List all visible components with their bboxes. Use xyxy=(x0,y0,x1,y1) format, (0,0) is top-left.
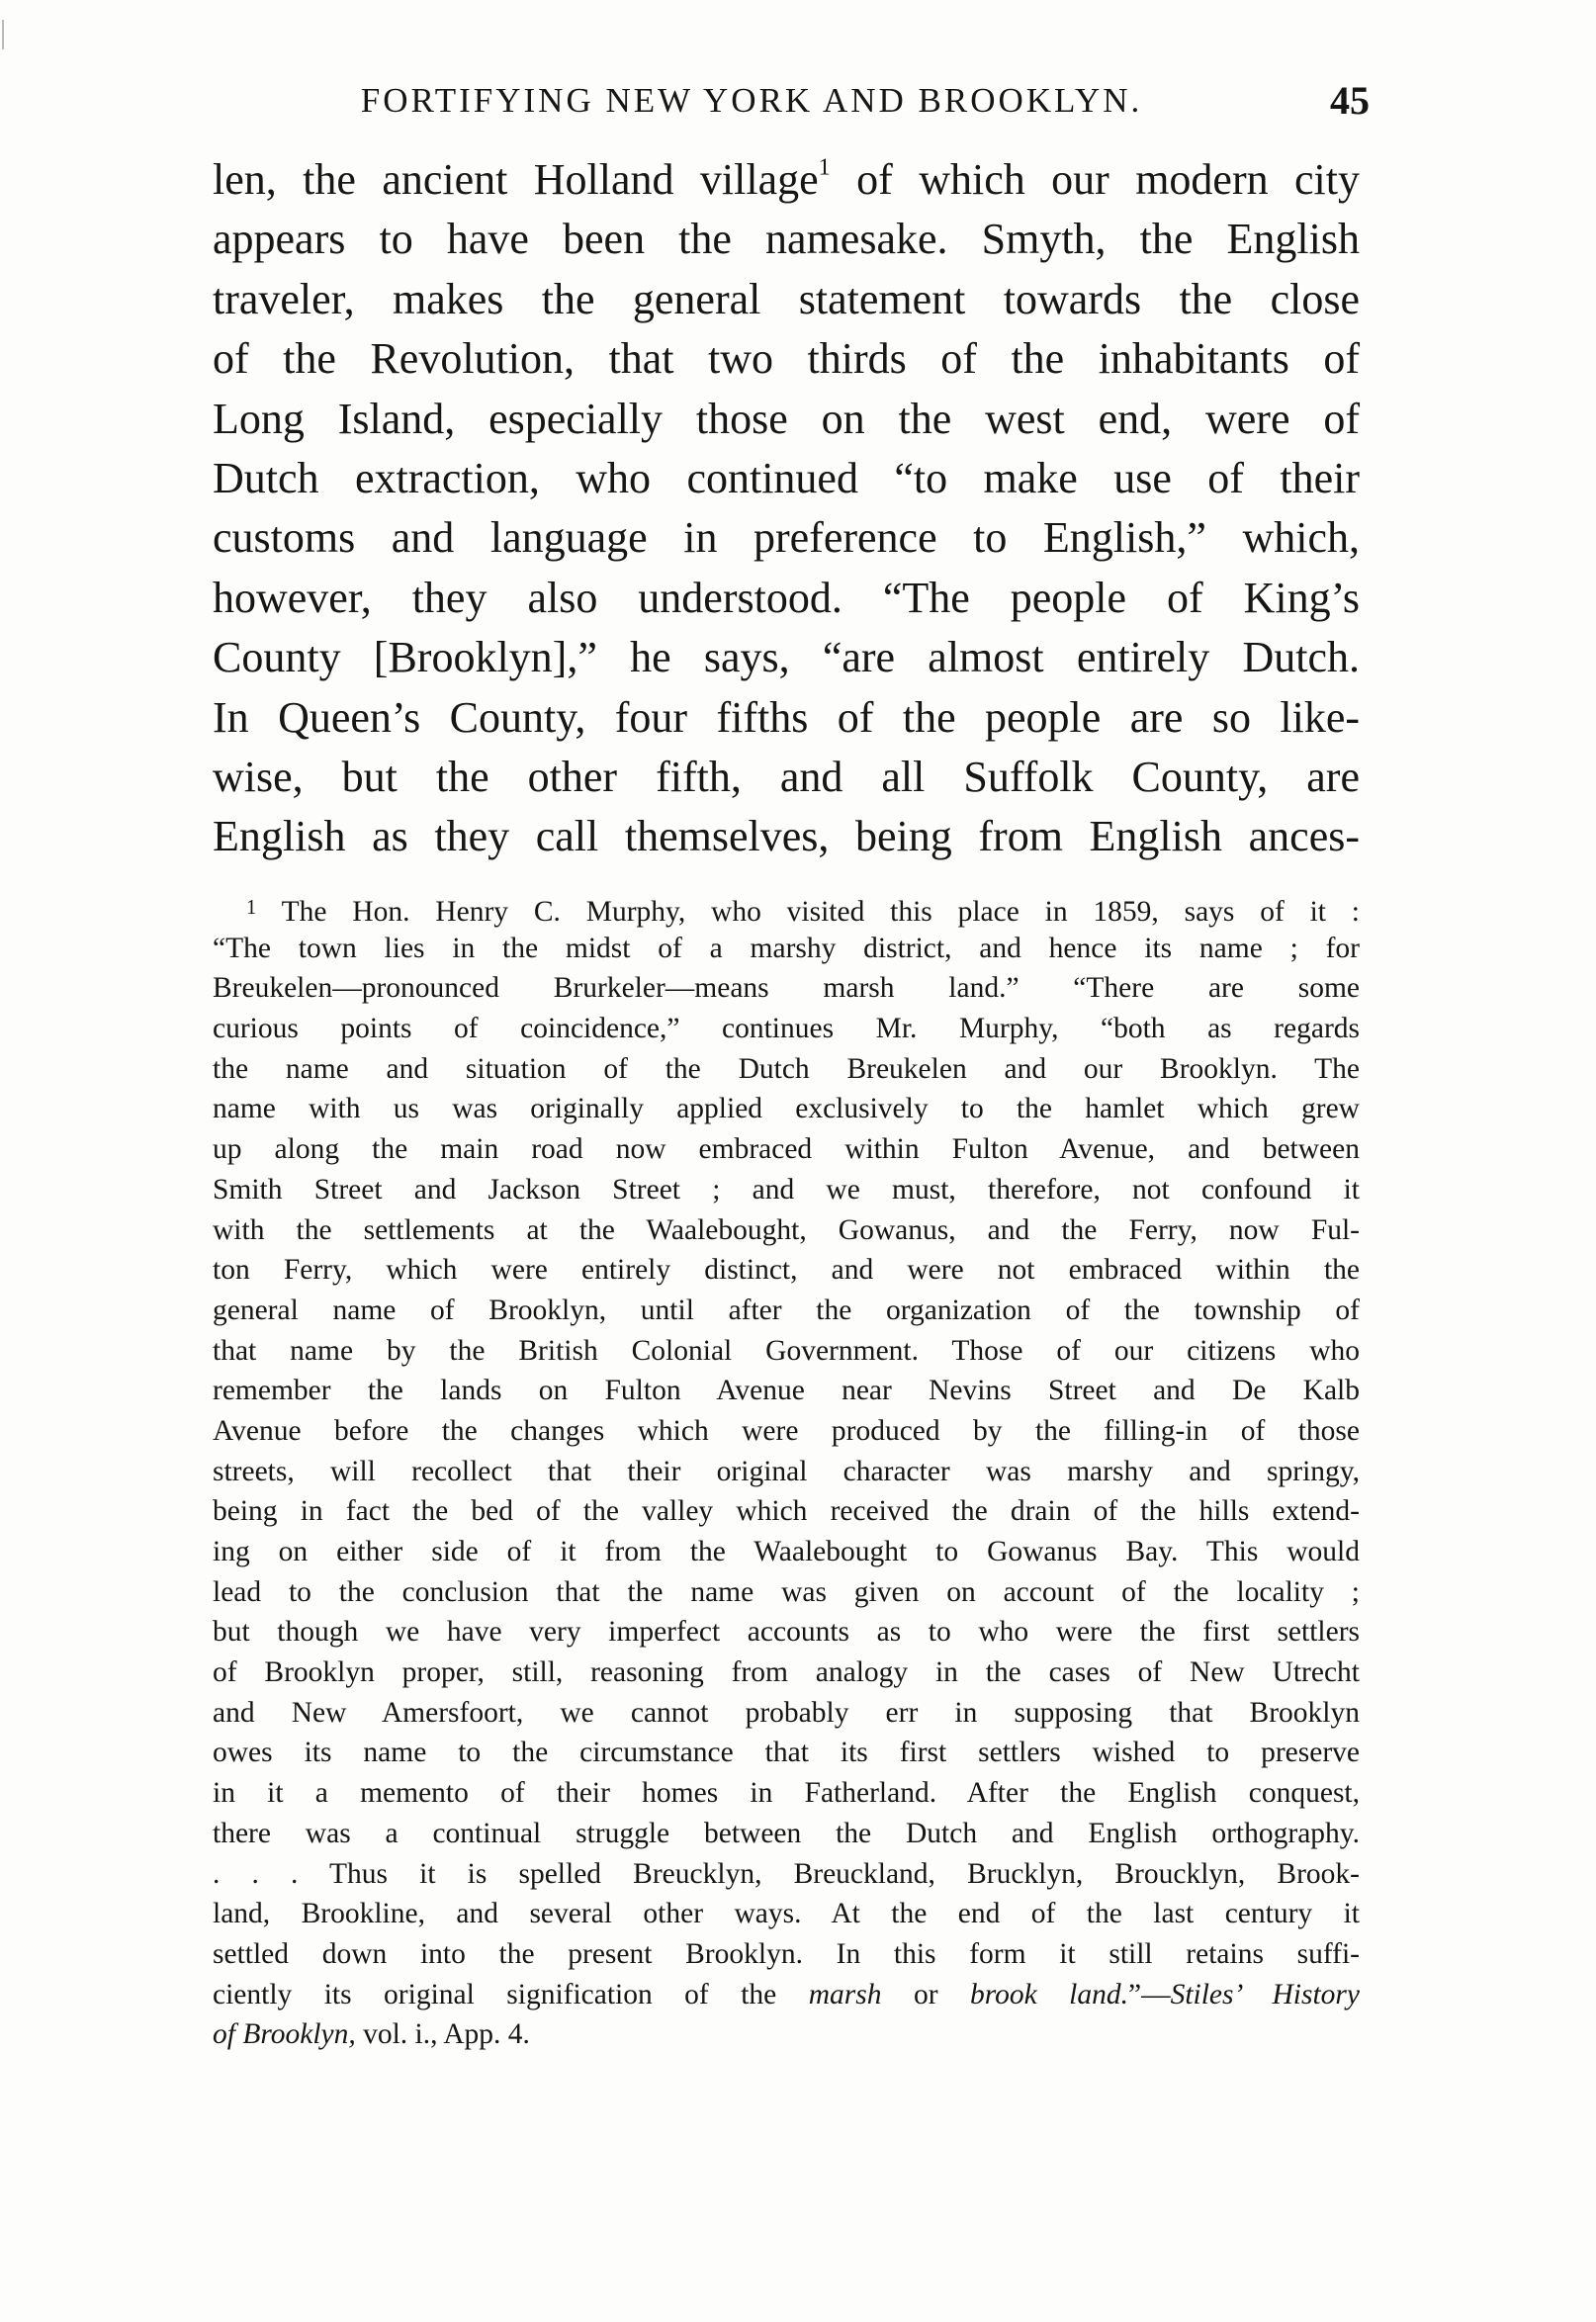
running-title: FORTIFYING NEW YORK AND BROOKLYN. xyxy=(360,81,1143,120)
body-line: In Queen’s County, four fifths of the people are so like- xyxy=(213,692,1360,742)
footnote-line: name with us was originally applied exclusively to the hamlet which grew xyxy=(213,1093,1360,1125)
footnote-line: lead to the conclusion that the name was given on account of the locality ; xyxy=(213,1575,1360,1608)
footnote-line xyxy=(213,2014,1360,2055)
scan-edge-mark xyxy=(2,20,4,49)
footnote-line: and New Amersfoort, we cannot probably err in supposing that Brooklyn xyxy=(213,1696,1360,1729)
footnote-line: owes its name to the circumstance that its first settlers wished to preserve xyxy=(213,1737,1360,1769)
body-line: Dutch extraction, who continued “to make use of their xyxy=(213,453,1360,502)
body-line: English as they call themselves, being from English ances- xyxy=(213,812,1360,861)
body-line: of the Revolution, that two thirds of the inhabitants of xyxy=(213,334,1360,384)
footnote-line: Avenue before the changes which were produced by the filling-in of those xyxy=(213,1414,1360,1447)
footnote-text: or xyxy=(881,1978,970,2010)
citation-reference: vol. i., App. 4. xyxy=(355,2018,530,2051)
footnote-line: streets, will recollect that their original character was marshy and springy, xyxy=(213,1455,1360,1487)
footnote-line: but though we have very imperfect accounts as to who were the first settlers xyxy=(213,1616,1360,1649)
body-line: Long Island, especially those on the west end, were of xyxy=(213,394,1360,443)
footnote-line: of Brooklyn proper, still, reasoning from analogy in the cases of New Utrecht xyxy=(213,1656,1360,1689)
body-line: however, they also understood. “The people of King’s xyxy=(213,573,1360,622)
italic-term-brook-land: brook land. xyxy=(969,1978,1128,2010)
footnote-line: in it a memento of their homes in Fatherland. After the English conquest, xyxy=(213,1777,1360,1810)
footnote-line: Breukelen—pronounced Brurkeler—means marsh land.” “There are some xyxy=(213,972,1360,1005)
footnote-line-text: ciently its original signification of the xyxy=(213,1978,777,2010)
footnote-marker: 1 xyxy=(246,897,257,919)
body-line: County [Brooklyn],” he says, “are almost entirely Dutch. xyxy=(213,633,1360,682)
footnote-reference: 1 xyxy=(818,153,831,181)
footnote-line: “The town lies in the midst of a marshy district, and hence its name ; for xyxy=(213,932,1360,964)
footnote xyxy=(213,888,1360,2055)
footnote-line: remember the lands on Fulton Avenue near Nevins Street and De Kalb xyxy=(213,1375,1360,1407)
page-number: 45 xyxy=(1330,78,1370,123)
footnote-line: ing on either side of it from the Waalebought to Gowanus Bay. This would xyxy=(213,1536,1360,1567)
footnote-line: being in fact the bed of the valley which received the drain of the hills extend- xyxy=(213,1495,1360,1528)
citation-title: of Brooklyn, xyxy=(213,2018,356,2051)
footnote-line: that name by the British Colonial Government. Those of our citizens who xyxy=(213,1334,1360,1367)
footnote-line-text: The Hon. Henry C. Murphy, who visited this place in 1859, says of it : xyxy=(281,896,1361,929)
body-line: customs and language in preference to English,” which, xyxy=(213,513,1360,563)
footnote-line: the name and situation of the Dutch Breukelen and our Brooklyn. The xyxy=(213,1052,1360,1085)
footnote-line: curious points of coincidence,” continues Mr. Murphy, “both as regards xyxy=(213,1013,1360,1045)
body-text xyxy=(213,150,1360,867)
footnote-line: settled down into the present Brooklyn. In this form it still retains suffi- xyxy=(213,1937,1360,1970)
footnote-line: Smith Street and Jackson Street ; and we must, therefore, not confound it xyxy=(213,1173,1360,1206)
footnote-line: up along the main road now embraced within Fulton Avenue, and between xyxy=(213,1133,1360,1166)
footnote-line: with the settlements at the Waalebought, Gowanus, and the Ferry, now Ful- xyxy=(213,1213,1360,1246)
body-line-text: of which our modern city xyxy=(830,155,1360,204)
body-line xyxy=(213,150,1360,210)
body-line: traveler, makes the general statement towards the close xyxy=(213,274,1360,323)
footnote-line: there was a continual struggle between the Dutch and English orthography. xyxy=(213,1817,1360,1849)
footnote-line: ton Ferry, which were entirely distinct, and were not embraced within the xyxy=(213,1254,1360,1287)
footnote-text: ”— xyxy=(1127,1978,1171,2010)
footnote-line xyxy=(213,888,1360,929)
citation-title: Stiles’ History xyxy=(1170,1978,1360,2010)
footnote-line: land, Brookline, and several other ways. At the end of the last century it xyxy=(213,1898,1360,1930)
footnote-line: . . . Thus it is spelled Breucklyn, Breuckland, Brucklyn, Broucklyn, Brook- xyxy=(213,1857,1360,1890)
page-header xyxy=(213,77,1370,136)
footnote-line xyxy=(213,1975,1360,2015)
body-line: appears to have been the namesake. Smyth, the English xyxy=(213,215,1360,264)
italic-term-marsh: marsh xyxy=(808,1978,882,2010)
body-line-text: len, the ancient Holland village xyxy=(213,155,819,204)
body-line: wise, but the other fifth, and all Suffolk County, are xyxy=(213,752,1360,801)
footnote-line: general name of Brooklyn, until after the organization of the township of xyxy=(213,1294,1360,1326)
